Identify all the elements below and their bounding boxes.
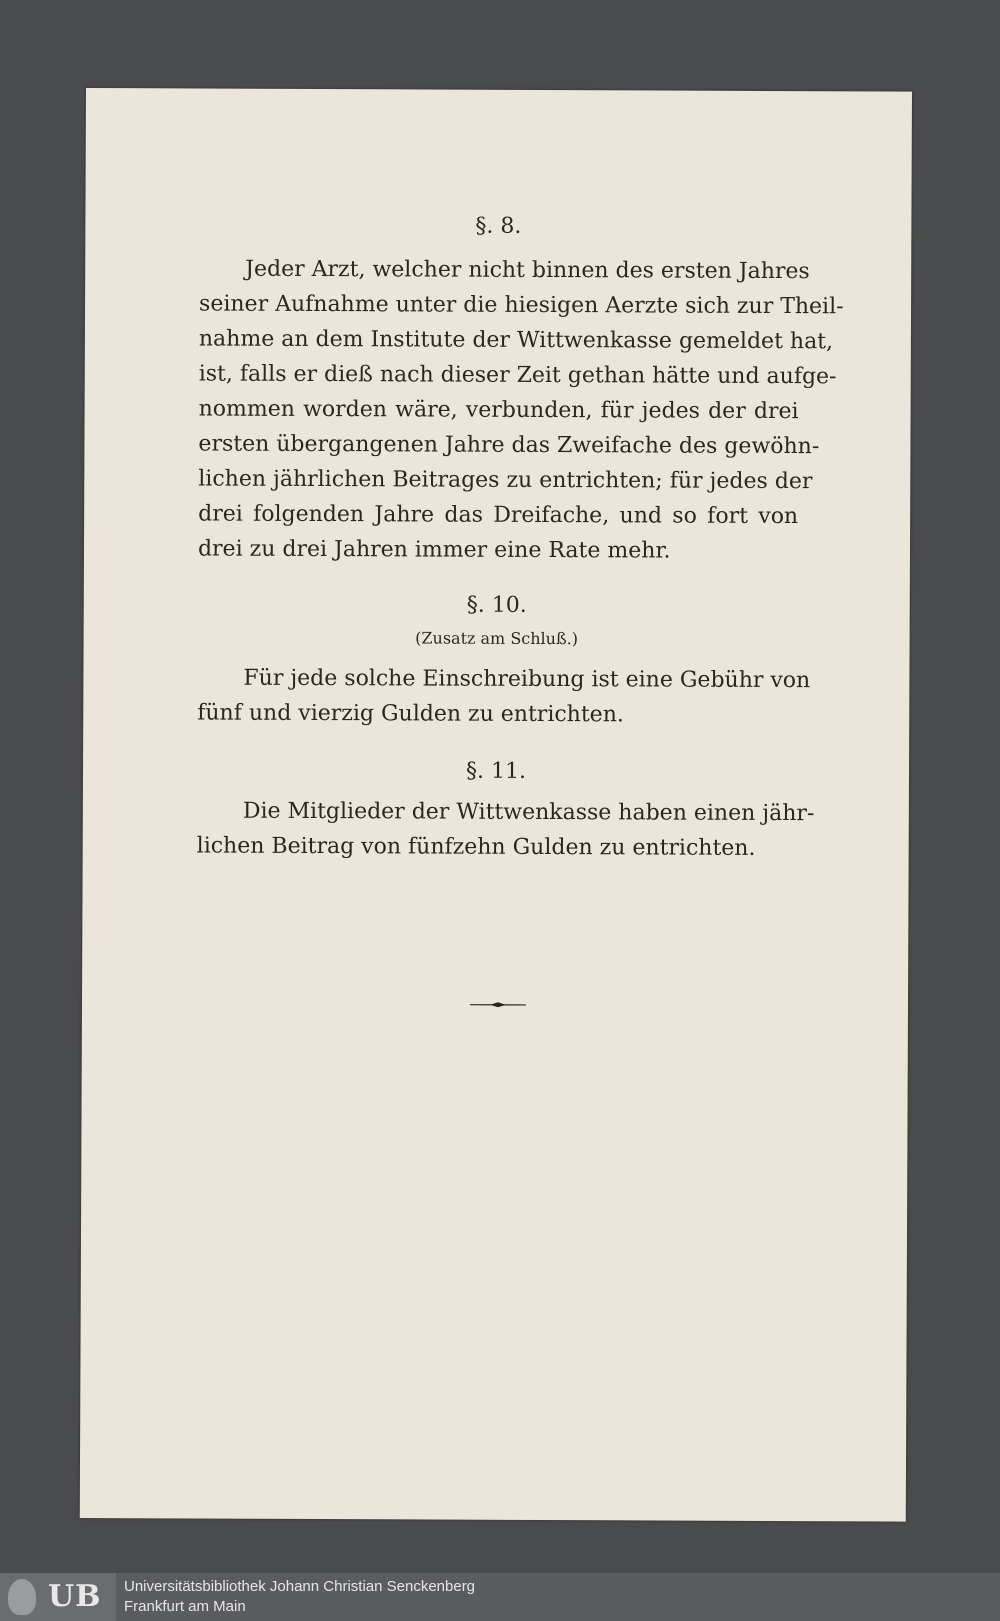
section-8-line-8: drei folgenden Jahre das Dreifache, und so fort von [198,501,799,530]
ornament-divider [470,1002,526,1008]
section-11-heading: §. 11. [465,758,527,784]
section-8-line-9: drei zu drei Jahren immer eine Rate mehr. [197,536,671,564]
section-8-line-1: Jeder Arzt, welcher nicht binnen des ersten Jahres [245,256,810,285]
section-10-line-1: Für jede solche Einschreibung ist eine Gebühr von [243,665,811,694]
section-8-line-7: lichen jährlichen Beitrages zu entrichten; für jedes der [198,466,813,495]
section-11-line-1: Die Mitglieder der Wittwenkasse haben einen jähr- [242,798,815,827]
section-8-line-6: ersten übergangenen Jahre das Zweifache des gewöhn- [198,431,820,460]
section-10-line-2: fünf und vierzig Gulden zu entrichten. [197,700,624,728]
section-8-heading: §. 8. [475,213,522,239]
library-logo [0,1573,116,1621]
section-8-line-4: ist, falls er dieß nach dieser Zeit gethan hätte und aufge- [198,361,837,390]
library-footer [0,1573,1000,1621]
document-page [80,88,912,1522]
section-8-line-5: nommen worden wäre, verbunden, für jedes der drei [198,396,799,425]
section-10-subheading: (Zusatz am Schluß.) [415,628,579,649]
portrait-icon [8,1579,36,1615]
logo-text: UB [48,1579,102,1614]
section-8-line-2: seiner Aufnahme unter die hiesigen Aerzte sich zur Theil- [199,291,844,320]
library-city: Frankfurt am Main [124,1598,246,1615]
section-10-heading: §. 10. [466,592,527,618]
section-11-line-2: lichen Beitrag von fünfzehn Gulden zu entrichten. [196,833,756,861]
section-8-line-3: nahme an dem Institute der Wittwenkasse gemeldet hat, [198,326,834,355]
library-name: Universitätsbibliothek Johann Christian Senckenberg [124,1578,476,1595]
